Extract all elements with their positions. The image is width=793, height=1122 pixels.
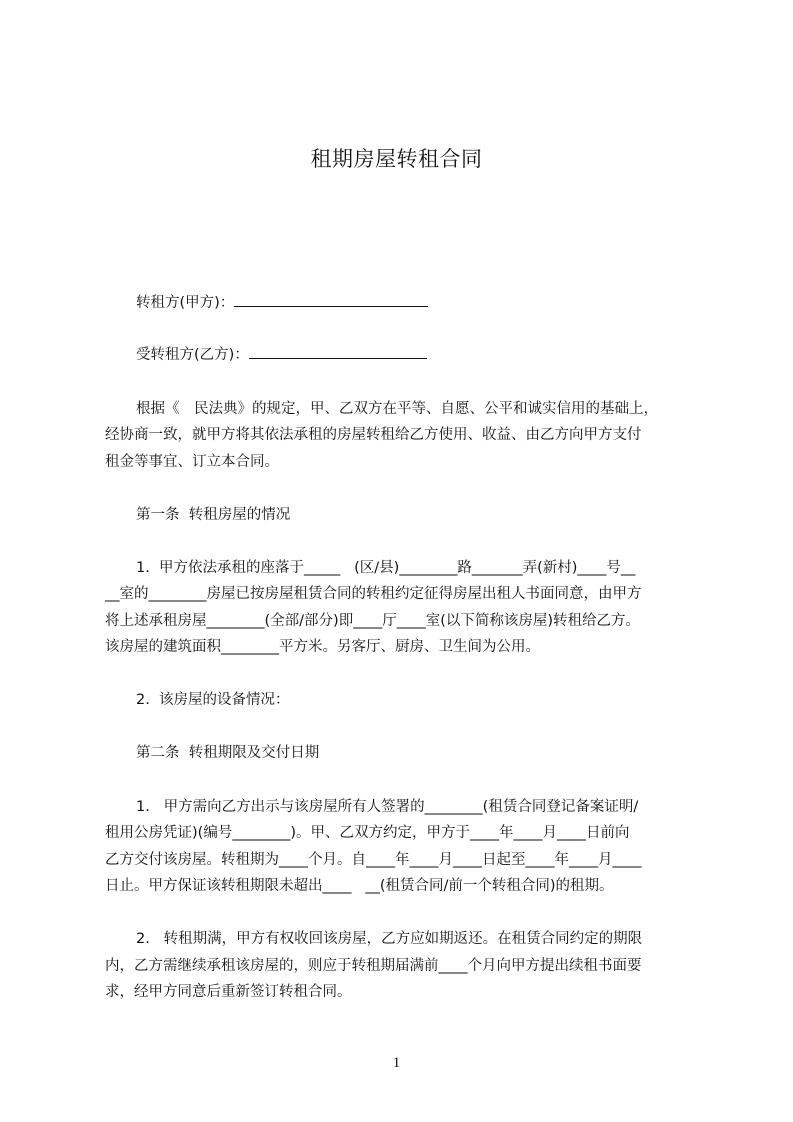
article1-clause1-line: 1. 甲方依法承租的座落于_____ (区/县)________路_______弄(新村)____号__ bbox=[136, 560, 636, 576]
document-title: 租期房屋转租合同 bbox=[310, 147, 483, 171]
article1-clause1-line: 该房屋的建筑面积________平方米。另客厅、厨房、卫生间为公用。 bbox=[105, 639, 540, 655]
article2-clause1-line: 租用公房凭证)(编号________)。甲、乙双方约定，甲方于____年____月____日前向 bbox=[105, 825, 630, 841]
preamble-line: 租金等事宜、订立本合同。 bbox=[105, 454, 279, 470]
article1-heading: 第一条 转租房屋的情况 bbox=[136, 507, 291, 523]
article1-clause1-line: __室的________房屋已按房屋租赁合同的转租约定征得房屋出租人书面同意，由甲方 bbox=[105, 586, 642, 602]
article2-clause1-line: 日止。甲方保证该转租期限未超出____ __(租赁合同/前一个转租合同)的租期。 bbox=[105, 878, 614, 894]
article2-clause2-line: 求，经甲方同意后重新签订转租合同。 bbox=[105, 984, 352, 1000]
sublessee-label: 受转租方(乙方)： bbox=[136, 347, 249, 363]
article2-heading: 第二条 转租期限及交付日期 bbox=[136, 745, 320, 761]
sublessor-blank bbox=[234, 292, 428, 307]
sublessor-field bbox=[136, 292, 428, 313]
preamble-line: 根据《 民法典》的规定，甲、乙双方在平等、自愿、公平和诚实信用的基础上， bbox=[136, 401, 658, 417]
article2-clause2-line: 内，乙方需继续承租该房屋的，则应于转租期届满前____个月向甲方提出续租书面要 bbox=[105, 958, 642, 974]
article2-clause1-line: 1. 甲方需向乙方出示与该房屋所有人签署的________(租赁合同登记备案证明/ bbox=[136, 799, 639, 815]
article1-clause2: 2. 该房屋的设备情况： bbox=[136, 692, 290, 708]
sublessee-field bbox=[136, 344, 427, 365]
page-number: 1 bbox=[392, 1055, 401, 1071]
sublessor-label: 转租方(甲方)： bbox=[136, 295, 235, 311]
preamble-line: 经协商一致，就甲方将其依法承租的房屋转租给乙方使用、收益、由乙方向甲方支付 bbox=[105, 427, 642, 443]
article1-clause1-line: 将上述承租房屋________(全部/部分)即____厅____室(以下简称该房屋)转租给乙方。 bbox=[105, 613, 641, 629]
article2-clause1-line: 乙方交付该房屋。转租期为____个月。自____年____月____日起至____年____月____ bbox=[105, 852, 642, 868]
article2-clause2-line: 2. 转租期满，甲方有权收回该房屋，乙方应如期返还。在租赁合同约定的期限 bbox=[136, 931, 643, 947]
sublessee-blank bbox=[249, 344, 427, 359]
